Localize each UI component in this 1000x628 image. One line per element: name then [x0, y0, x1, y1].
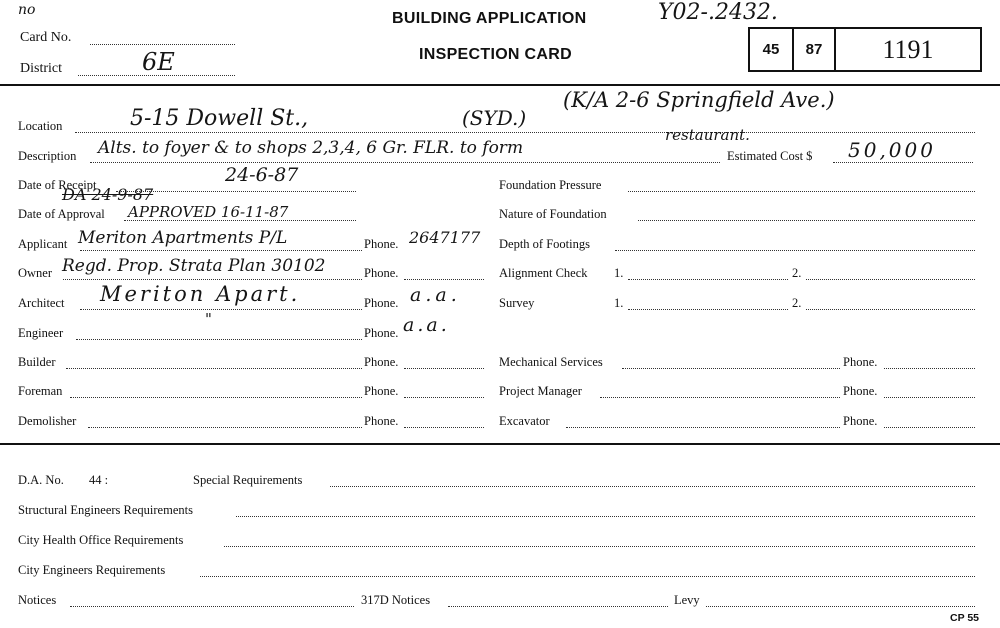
date-approval-label: Date of Approval [18, 207, 105, 221]
phone-foreman-field [404, 397, 484, 398]
notices-field [70, 606, 354, 607]
project-manager-label: Project Manager [499, 384, 582, 398]
engineer-field [76, 339, 362, 340]
mechanical-phone-label: Phone. [843, 355, 878, 369]
city-engineers-label: City Engineers Requirements [18, 563, 166, 577]
project-manager-phone-label: Phone. [843, 384, 878, 398]
mechanical-phone-field [884, 368, 975, 369]
location-field [75, 132, 975, 133]
phone-label-foreman: Phone. [364, 384, 399, 398]
demolisher-field [88, 427, 362, 428]
da-no-value: 44 : [89, 473, 109, 487]
box-cell-3: 1191 [882, 34, 934, 64]
phone-label-owner: Phone. [364, 266, 399, 280]
box-cell-2: 87 [794, 29, 836, 70]
applicant-label: Applicant [18, 237, 68, 251]
structural-label: Structural Engineers Requirements [18, 503, 193, 517]
special-requirements-label: Special Requirements [193, 473, 303, 487]
owner-label: Owner [18, 266, 53, 280]
owner-field [63, 279, 362, 280]
form-title-line2: INSPECTION CARD [419, 46, 572, 63]
nature-foundation-field [638, 220, 975, 221]
description-label: Description [18, 149, 77, 163]
date-approval-value: APPROVED 16-11-87 [128, 203, 289, 221]
architect-label: Architect [18, 296, 65, 310]
owner-value: Regd. Prop. Strata Plan 30102 [62, 256, 326, 276]
depth-footings-label: Depth of Footings [499, 237, 590, 251]
phone-architect-value: a.a. [410, 284, 461, 306]
phone-label-architect: Phone. [364, 296, 399, 310]
notices-317d-label: 317D Notices [361, 593, 431, 607]
notices-label: Notices [18, 593, 57, 607]
builder-label: Builder [18, 355, 56, 369]
project-manager-field [600, 397, 840, 398]
survey-num2: 2. [792, 296, 802, 310]
phone-label-applicant: Phone. [364, 237, 399, 251]
date-receipt-value: 24-6-87 [225, 164, 299, 186]
location-label: Location [18, 119, 63, 133]
phone-label-engineer: Phone. [364, 326, 399, 340]
estimated-cost-label: Estimated Cost $ [727, 149, 813, 163]
alignment-field-1 [628, 279, 788, 280]
description-note: restaurant. [665, 126, 750, 144]
header-divider [0, 84, 1000, 86]
phone-label-demolisher: Phone. [364, 414, 399, 428]
phone-engineer-value: a.a. [403, 314, 450, 336]
da-no-label: D.A. No. [18, 473, 64, 487]
structural-field [236, 516, 975, 517]
depth-footings-field [615, 250, 975, 251]
phone-demolisher-field [404, 427, 484, 428]
district-value: 6E [142, 48, 175, 76]
builder-field [66, 368, 362, 369]
alignment-label: Alignment Check [499, 266, 588, 280]
excavator-phone-label: Phone. [843, 414, 878, 428]
file-reference: Y02-.2432. [658, 0, 778, 25]
mechanical-field [622, 368, 840, 369]
health-field [224, 546, 975, 547]
special-requirements-field [330, 486, 975, 487]
foundation-pressure-field [628, 191, 975, 192]
nature-foundation-label: Nature of Foundation [499, 207, 607, 221]
architect-field [80, 309, 362, 310]
location-note: (SYD.) [462, 106, 527, 130]
district-label: District [20, 61, 62, 76]
architect-ditto: " [205, 310, 212, 328]
engineer-label: Engineer [18, 326, 64, 340]
alignment-num2: 2. [792, 266, 802, 280]
health-label: City Health Office Requirements [18, 533, 184, 547]
phone-applicant-value: 2647177 [409, 228, 481, 247]
survey-num1: 1. [614, 296, 624, 310]
phone-label-builder: Phone. [364, 355, 399, 369]
location-value: 5-15 Dowell St., [130, 106, 309, 131]
alignment-field-2 [806, 279, 975, 280]
location-aka: (K/A 2-6 Springfield Ave.) [563, 88, 835, 112]
levy-field [706, 606, 975, 607]
notices-317d-field [448, 606, 668, 607]
architect-value: Meriton Apart. [100, 282, 301, 306]
city-engineers-field [200, 576, 975, 577]
middle-divider [0, 443, 1000, 445]
estimated-cost-field [833, 162, 973, 163]
applicant-field [80, 250, 362, 251]
description-field [90, 162, 720, 163]
foundation-pressure-label: Foundation Pressure [499, 178, 602, 192]
card-no-handwritten: no [18, 2, 36, 18]
form-code: CP 55 [950, 612, 979, 624]
form-title-line1: BUILDING APPLICATION [392, 10, 587, 27]
applicant-value: Meriton Apartments P/L [78, 228, 288, 248]
card-no-field [90, 44, 235, 45]
demolisher-label: Demolisher [18, 414, 77, 428]
levy-label: Levy [674, 593, 700, 607]
excavator-phone-field [884, 427, 975, 428]
foreman-field [70, 397, 362, 398]
estimated-cost-value: 50,000 [848, 138, 936, 162]
card-number-box [748, 27, 982, 72]
description-value: Alts. to foyer & to shops 2,3,4, 6 Gr. FLR. to form [98, 138, 524, 158]
card-no-label: Card No. [20, 30, 72, 45]
phone-owner-field [404, 279, 484, 280]
excavator-field [566, 427, 840, 428]
survey-field-1 [628, 309, 788, 310]
survey-field-2 [806, 309, 975, 310]
mechanical-label: Mechanical Services [499, 355, 603, 369]
alignment-num1: 1. [614, 266, 624, 280]
date-receipt-label: Date of Receipt [18, 178, 97, 192]
excavator-label: Excavator [499, 414, 550, 428]
project-manager-phone-field [884, 397, 975, 398]
date-approval-struck: DA 24-9-87 [62, 185, 154, 204]
box-cell-1: 45 [750, 29, 794, 70]
phone-builder-field [404, 368, 484, 369]
foreman-label: Foreman [18, 384, 63, 398]
survey-label: Survey [499, 296, 535, 310]
